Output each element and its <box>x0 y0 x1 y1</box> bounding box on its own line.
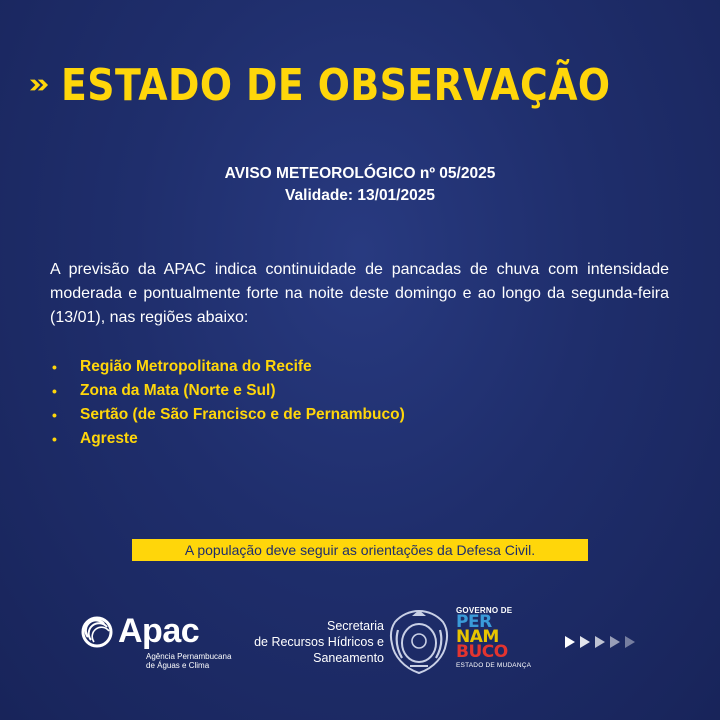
governo-bottom: ESTADO DE MUDANÇA <box>456 662 532 669</box>
governo-top: GOVERNO DE <box>456 606 513 615</box>
bullet: • <box>52 383 57 399</box>
state-seal-icon <box>388 608 450 676</box>
apac-swirl-icon <box>80 615 114 649</box>
region-label: Sertão (de São Francisco e de Pernambuco) <box>80 406 405 423</box>
double-chevron-right-icon <box>30 63 49 107</box>
header <box>30 50 700 120</box>
apac-logo <box>80 612 240 672</box>
list-item <box>52 427 405 451</box>
bullet: • <box>52 359 57 375</box>
notice-title: AVISO METEOROLÓGICO nº 05/2025 <box>224 165 496 182</box>
apac-logo-mark <box>80 612 199 651</box>
arrow-sequence-icon <box>563 634 641 650</box>
secretaria-label <box>244 618 384 666</box>
bullet: • <box>52 431 57 447</box>
governo-line: PER <box>456 612 492 632</box>
apac-subtitle <box>146 652 256 670</box>
apac-subtitle-line: Agência Pernambucana <box>146 652 232 661</box>
secretaria-line: de Recursos Hídricos e <box>254 635 384 649</box>
governo-line: BUCO <box>456 642 508 662</box>
list-item <box>52 355 405 379</box>
secretaria-line: Secretaria <box>327 619 384 633</box>
civil-defense-banner: A população deve seguir as orientações da Defesa Civil. <box>132 539 588 561</box>
apac-subtitle-line: de Águas e Clima <box>146 661 210 670</box>
notice-validity: Validade: 13/01/2025 <box>285 187 435 204</box>
page-title: ESTADO DE OBSERVAÇÃO <box>61 59 611 111</box>
list-item <box>52 403 405 427</box>
region-label: Região Metropolitana do Recife <box>80 358 312 375</box>
region-label: Agreste <box>80 430 138 447</box>
region-label: Zona da Mata (Norte e Sul) <box>80 382 276 399</box>
apac-wordmark: Apac <box>118 612 200 650</box>
governo-pernambuco-logo <box>456 606 546 676</box>
forecast-paragraph: A previsão da APAC indica continuidade de pancadas de chuva com intensidade moderada e pontualmente forte na noite deste domingo e ao longo da segunda-feira (13/01), nas regiões abaixo: <box>50 261 669 326</box>
secretaria-line: Saneamento <box>313 651 384 665</box>
governo-line: NAM <box>456 627 499 647</box>
list-item <box>52 379 405 403</box>
bullet: • <box>52 407 57 423</box>
notice-heading <box>0 163 720 207</box>
regions-list <box>52 355 405 451</box>
